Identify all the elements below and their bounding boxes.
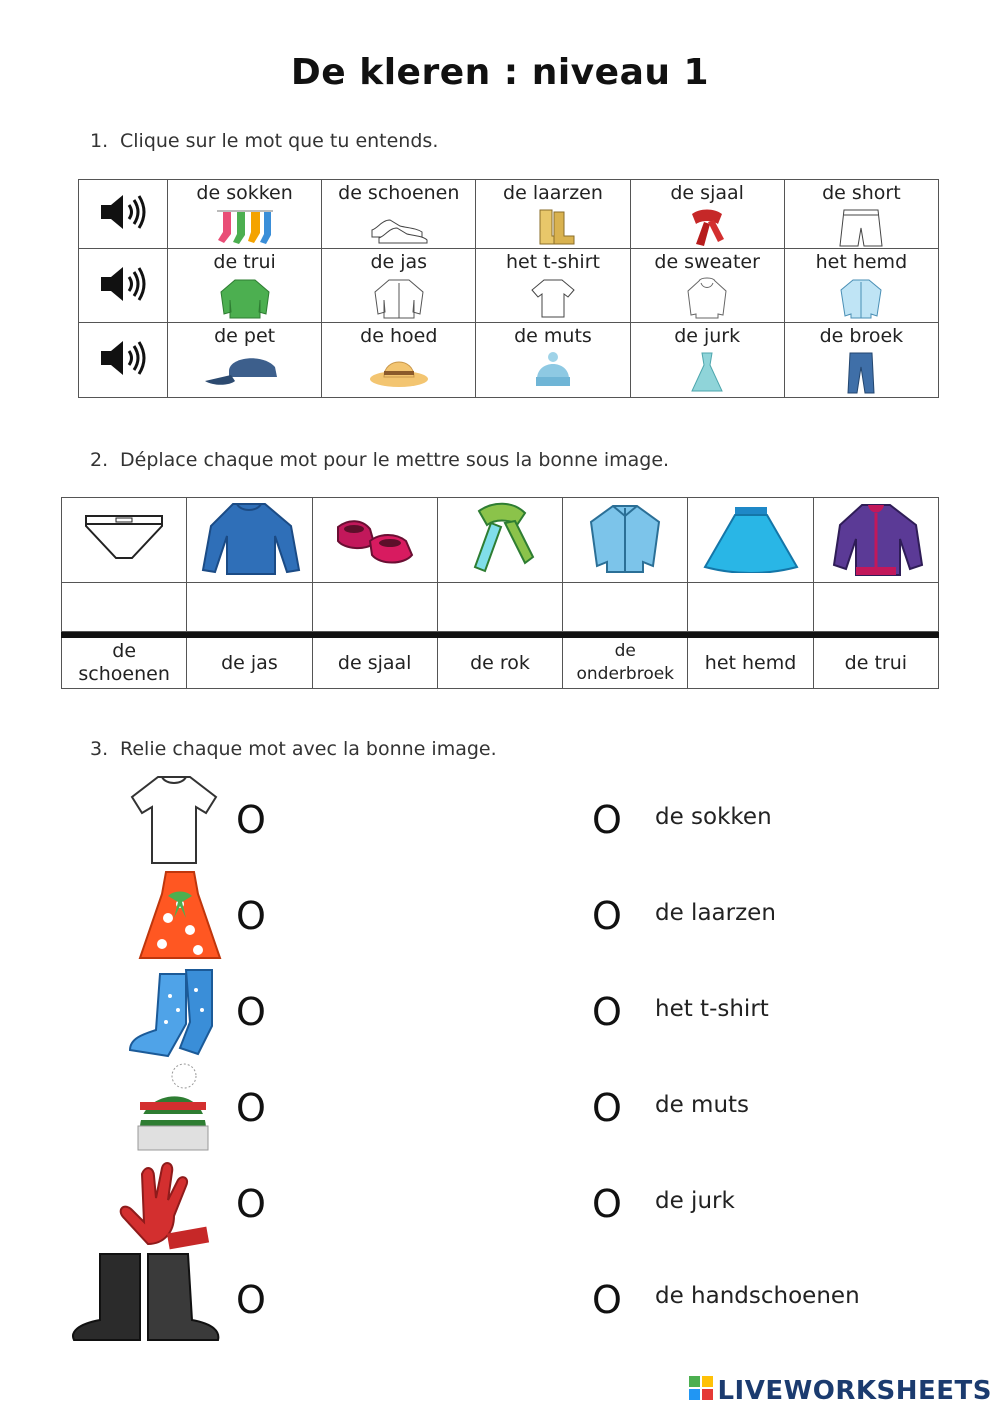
jacket-icon xyxy=(828,499,924,577)
underpants-icon xyxy=(82,508,166,568)
image-cell xyxy=(312,498,437,583)
audio-cell xyxy=(79,249,168,323)
hoodie-icon xyxy=(682,277,732,319)
match-word: de laarzen xyxy=(655,900,776,926)
match-dot-left[interactable]: O xyxy=(236,894,266,938)
shirt-icon xyxy=(836,277,886,319)
match-word: de jurk xyxy=(655,1188,735,1214)
drop-target[interactable] xyxy=(563,583,687,631)
word-label: de pet xyxy=(214,325,276,347)
gloves-icon xyxy=(112,1158,220,1252)
word-label: de sjaal xyxy=(670,182,744,204)
shoes-icon xyxy=(369,208,429,244)
sweater-icon xyxy=(197,500,301,576)
word-cell[interactable] xyxy=(476,249,630,323)
word-label: de schoenen xyxy=(338,182,460,204)
tshirt-icon xyxy=(128,773,220,867)
match-dot-left[interactable]: O xyxy=(236,798,266,842)
word-label: de short xyxy=(822,182,901,204)
word-cell[interactable] xyxy=(168,323,322,398)
match-dot-right[interactable]: O xyxy=(592,894,622,938)
word-label: de hoed xyxy=(360,325,438,347)
image-cell xyxy=(437,498,562,583)
skirt-icon xyxy=(701,503,801,573)
match-dot-left[interactable]: O xyxy=(236,1086,266,1130)
word-label: de sweater xyxy=(654,251,760,273)
rubber-boots-icon xyxy=(66,1250,222,1348)
speaker-icon[interactable] xyxy=(97,263,149,309)
hat-icon xyxy=(368,351,430,389)
drop-zone[interactable] xyxy=(688,583,813,632)
socks-icon xyxy=(215,208,275,248)
word-cell[interactable] xyxy=(630,323,784,398)
image-cell xyxy=(688,498,813,583)
boots-icon xyxy=(528,208,578,248)
dress-icon xyxy=(687,351,727,393)
drop-target[interactable] xyxy=(313,583,437,631)
drop-zone[interactable] xyxy=(312,583,437,632)
draggable-word[interactable]: de schoenen xyxy=(78,640,170,685)
word-cell[interactable] xyxy=(784,323,938,398)
match-word: de handschoenen xyxy=(655,1283,860,1309)
brand-name: LIVEWORKSHEETS xyxy=(717,1376,992,1406)
word-cell[interactable] xyxy=(784,180,938,249)
word-cell[interactable] xyxy=(784,249,938,323)
word-label: het t-shirt xyxy=(505,251,600,273)
word-chip-cell[interactable] xyxy=(813,638,938,689)
liveworksheets-logo-icon xyxy=(689,1376,713,1407)
audio-cell xyxy=(79,180,168,249)
image-cell xyxy=(187,498,312,583)
word-label: de laarzen xyxy=(503,182,603,204)
drop-target[interactable] xyxy=(438,583,562,631)
match-dot-right[interactable]: O xyxy=(592,990,622,1034)
drop-zone[interactable] xyxy=(813,583,938,632)
word-label: de jurk xyxy=(674,325,741,347)
dress-icon xyxy=(138,868,222,964)
draggable-word[interactable]: de sjaal xyxy=(337,651,412,674)
drop-zone[interactable] xyxy=(187,583,312,632)
match-dot-left[interactable]: O xyxy=(236,990,266,1034)
jacket-icon xyxy=(371,277,427,319)
draggable-word[interactable]: de jas xyxy=(221,651,278,674)
section3-instruction-text: Relie chaque mot avec la bonne image. xyxy=(120,738,497,760)
draggable-word[interactable]: de trui xyxy=(844,651,908,674)
beanie-icon xyxy=(132,1062,214,1156)
brand-footer xyxy=(689,1376,992,1407)
beanie-icon xyxy=(531,351,575,389)
word-cell[interactable] xyxy=(322,180,476,249)
socks-icon xyxy=(126,966,218,1060)
match-dot-right[interactable]: O xyxy=(592,1278,622,1322)
word-label: de broek xyxy=(819,325,904,347)
word-cell[interactable] xyxy=(322,249,476,323)
section1-number: 1. xyxy=(90,130,109,152)
draggable-word[interactable]: de rok xyxy=(470,651,530,674)
section2-instruction xyxy=(90,449,669,471)
match-word: de muts xyxy=(655,1092,750,1118)
match-dot-left[interactable]: O xyxy=(236,1182,266,1226)
page-title: De kleren : niveau 1 xyxy=(290,52,710,93)
drop-zone[interactable] xyxy=(62,583,187,632)
word-chip-cell[interactable] xyxy=(437,638,562,689)
shoes-icon xyxy=(332,505,418,571)
speaker-icon[interactable] xyxy=(97,191,149,237)
word-label: het hemd xyxy=(815,251,908,273)
word-label: de trui xyxy=(213,251,276,273)
word-cell[interactable] xyxy=(168,180,322,249)
draggable-word[interactable]: het hemd xyxy=(704,651,797,674)
word-chip-cell[interactable] xyxy=(312,638,437,689)
word-label: de jas xyxy=(370,251,428,273)
word-cell[interactable] xyxy=(322,323,476,398)
word-cell[interactable] xyxy=(168,249,322,323)
section2-instruction-text: Déplace chaque mot pour le mettre sous la bonne image. xyxy=(120,449,670,471)
word-cell[interactable] xyxy=(476,323,630,398)
match-dot-right[interactable]: O xyxy=(592,1182,622,1226)
shorts-icon xyxy=(836,208,886,248)
section1-instruction-text: Clique sur le mot que tu entends. xyxy=(120,130,439,152)
audio-cell xyxy=(79,323,168,398)
drop-target[interactable] xyxy=(62,583,186,631)
word-chip-cell[interactable] xyxy=(688,638,813,689)
word-chip-cell[interactable] xyxy=(62,638,187,689)
image-cell xyxy=(563,498,688,583)
sweater-icon xyxy=(217,277,273,319)
word-cell[interactable] xyxy=(630,249,784,323)
speaker-icon[interactable] xyxy=(97,337,149,383)
match-word: het t-shirt xyxy=(655,996,769,1022)
word-cell[interactable] xyxy=(630,180,784,249)
drag-table xyxy=(61,497,939,689)
listening-table xyxy=(78,179,939,398)
image-cell xyxy=(813,498,938,583)
word-label: de sokken xyxy=(196,182,293,204)
scarf-icon xyxy=(465,501,535,575)
match-word: de sokken xyxy=(655,804,772,830)
word-cell[interactable] xyxy=(476,180,630,249)
drop-target[interactable] xyxy=(688,583,812,631)
section3-number: 3. xyxy=(90,738,109,760)
match-dot-right[interactable]: O xyxy=(592,798,622,842)
tshirt-icon xyxy=(528,277,578,319)
word-label: de muts xyxy=(514,325,592,347)
image-cell xyxy=(62,498,187,583)
section3-instruction xyxy=(90,738,497,760)
shirt-icon xyxy=(585,502,665,574)
word-chip-cell[interactable] xyxy=(563,638,688,689)
cap-icon xyxy=(203,351,287,387)
draggable-word[interactable]: de onderbroek xyxy=(576,641,675,684)
word-chip-cell[interactable] xyxy=(187,638,312,689)
drop-zone[interactable] xyxy=(437,583,562,632)
drop-zone[interactable] xyxy=(563,583,688,632)
trousers-icon xyxy=(843,351,879,395)
scarf-icon xyxy=(682,208,732,248)
match-dot-right[interactable]: O xyxy=(592,1086,622,1130)
section1-instruction xyxy=(90,130,438,152)
drop-target[interactable] xyxy=(187,583,311,631)
section2-number: 2. xyxy=(90,449,109,471)
match-dot-left[interactable]: O xyxy=(236,1278,266,1322)
drop-target[interactable] xyxy=(814,583,938,631)
